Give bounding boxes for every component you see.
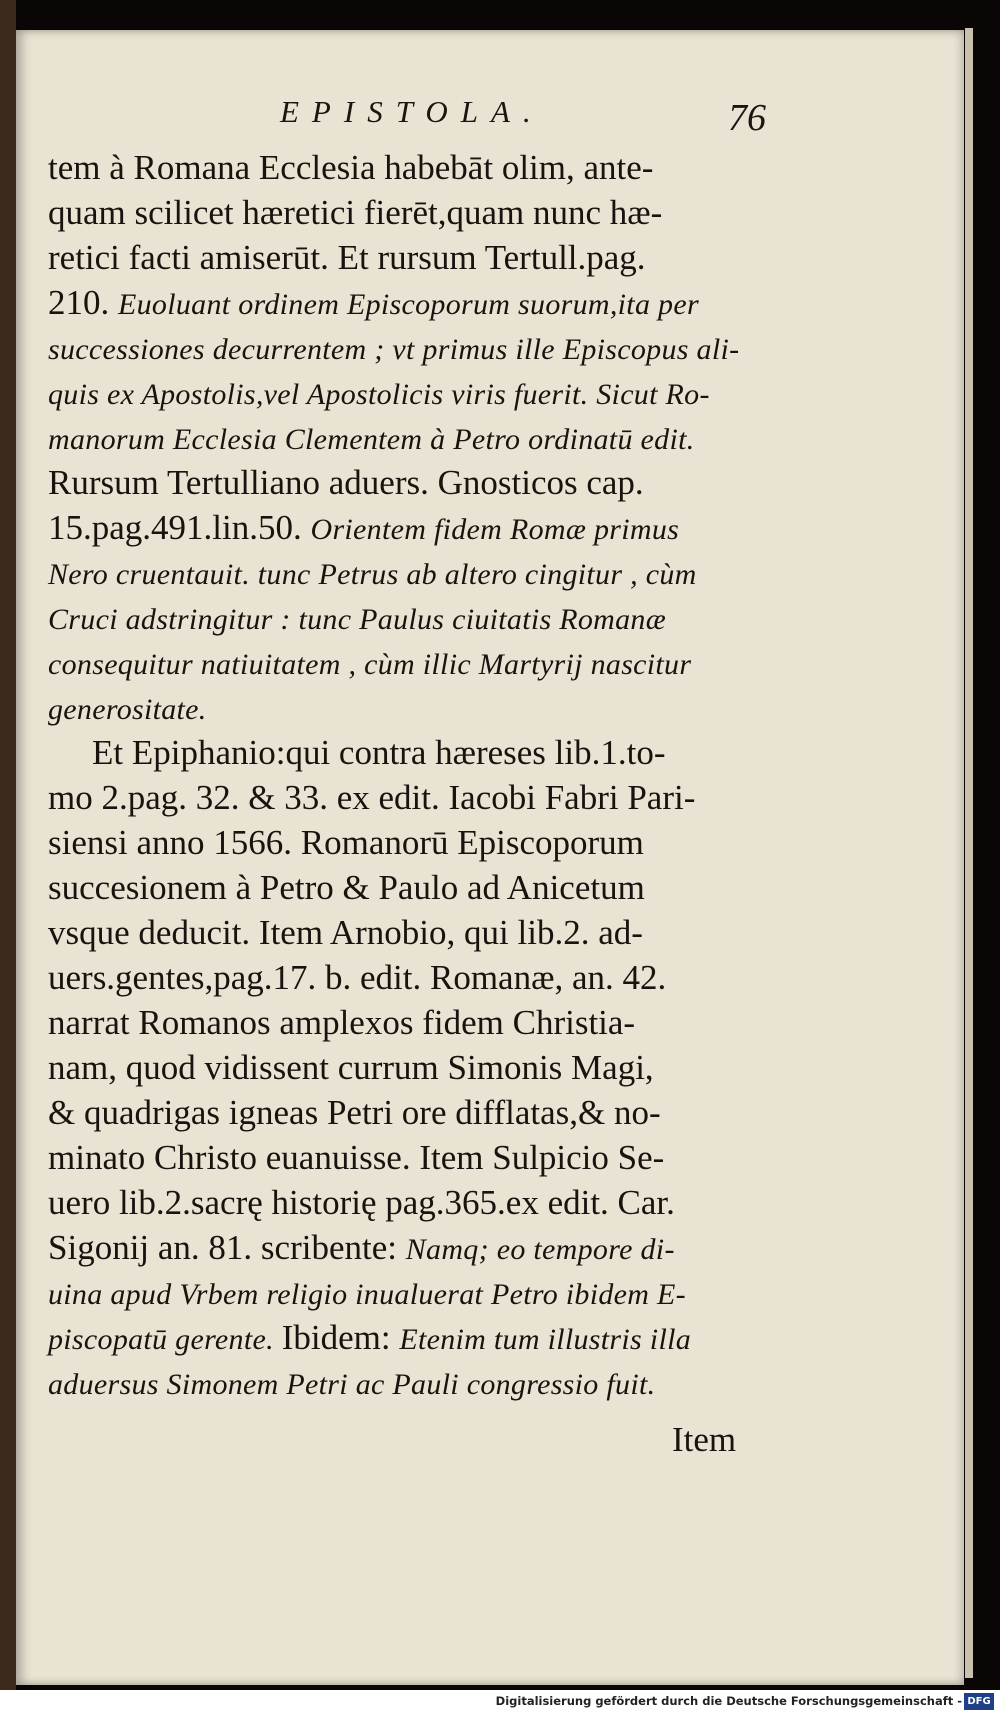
digitization-footer xyxy=(0,1690,1000,1715)
roman-text: nam, quod vidissent currum Simonis Magi, xyxy=(48,1048,654,1087)
text-line xyxy=(48,415,768,460)
italic-quotation: aduersus Simonem Petri ac Pauli congressio fuit. xyxy=(48,1368,656,1401)
roman-text: tem à Romana Ecclesia habebāt olim, ante- xyxy=(48,148,654,187)
page-number: 76 xyxy=(728,97,766,139)
catchword: Item xyxy=(672,1420,737,1459)
roman-text: siensi anno 1566. Romanorū Episcoporum xyxy=(48,823,644,862)
text-line xyxy=(48,820,768,865)
text-line xyxy=(48,1135,768,1180)
roman-text: quam scilicet hæretici fierēt,quam nunc hæ- xyxy=(48,193,663,232)
text-line xyxy=(48,280,768,325)
text-line xyxy=(48,775,768,820)
italic-quotation: manorum Ecclesia Clementem à Petro ordinatū edit. xyxy=(48,423,695,456)
text-line xyxy=(48,1180,768,1225)
text-line xyxy=(48,1225,768,1270)
roman-text: Rursum Tertulliano aduers. Gnosticos cap. xyxy=(48,463,644,502)
roman-text: uers.gentes,pag.17. b. edit. Romanæ, an. 42. xyxy=(48,958,667,997)
text-line xyxy=(48,1000,768,1045)
italic-quotation: quis ex Apostolis,vel Apostolicis viris fuerit. Sicut Ro- xyxy=(48,378,710,411)
roman-text: Et Epiphanio:qui contra hæreses lib.1.to- xyxy=(92,733,666,772)
running-head: EPISTOLA. xyxy=(280,94,544,129)
roman-text: uero lib.2.sacrę historię pag.365.ex edit. Car. xyxy=(48,1183,675,1222)
roman-text: succesionem à Petro & Paulo ad Anicetum xyxy=(48,868,645,907)
italic-quotation: Orientem fidem Romæ primus xyxy=(310,513,680,546)
text-line xyxy=(48,550,768,595)
text-line xyxy=(48,1045,768,1090)
text-line xyxy=(48,460,768,505)
text-line xyxy=(48,325,768,370)
text-line xyxy=(48,1315,768,1360)
italic-quotation: consequitur natiuitatem , cùm illic Martyrij nascitur xyxy=(48,648,692,681)
italic-quotation: Nero cruentauit. tunc Petrus ab altero cingitur , cùm xyxy=(48,558,697,591)
text-line xyxy=(48,640,768,685)
roman-text: 15.pag.491.lin.50. xyxy=(48,508,311,547)
text-line xyxy=(48,1270,768,1315)
roman-text: retici facti amiserūt. Et rursum Tertull.pag. xyxy=(48,238,646,277)
text-line xyxy=(48,505,768,550)
roman-text: Ibidem: xyxy=(281,1318,400,1357)
page-edge xyxy=(965,28,973,1678)
roman-text: vsque deducit. Item Arnobio, qui lib.2. ad- xyxy=(48,913,643,952)
roman-text: mo 2.pag. 32. & 33. ex edit. Iacobi Fabri Pari- xyxy=(48,778,696,817)
text-line xyxy=(48,1360,768,1405)
roman-text: 210. xyxy=(48,283,118,322)
text-line xyxy=(48,235,768,280)
italic-quotation: generositate. xyxy=(48,693,207,726)
text-line xyxy=(48,190,768,235)
text-line xyxy=(48,145,768,190)
italic-quotation: Etenim tum illustris illa xyxy=(399,1323,692,1356)
italic-quotation: Namq; eo tempore di- xyxy=(405,1233,675,1266)
body-text xyxy=(48,145,768,1405)
text-line xyxy=(48,955,768,1000)
text-line xyxy=(48,685,768,730)
roman-text: & quadrigas igneas Petri ore difflatas,& no- xyxy=(48,1093,661,1132)
italic-quotation: Cruci adstringitur : tunc Paulus ciuitatis Romanæ xyxy=(48,603,667,636)
text-line xyxy=(48,865,768,910)
text-line xyxy=(48,370,768,415)
roman-text: narrat Romanos amplexos fidem Christia- xyxy=(48,1003,636,1042)
roman-text: minato Christo euanuisse. Item Sulpicio Se- xyxy=(48,1138,665,1177)
italic-quotation: successiones decurrentem ; vt primus ille Episcopus ali- xyxy=(48,333,740,366)
text-line xyxy=(48,730,768,775)
footer-credit: Digitalisierung gefördert durch die Deutsche Forschungsgemeinschaft - xyxy=(495,1694,962,1708)
dfg-logo: DFG xyxy=(964,1693,994,1710)
roman-text: Sigonij an. 81. scribente: xyxy=(48,1228,406,1267)
text-line xyxy=(48,910,768,955)
italic-quotation: piscopatū gerente. xyxy=(48,1323,282,1356)
text-line xyxy=(48,1090,768,1135)
text-line xyxy=(48,595,768,640)
book-spine xyxy=(0,0,16,1690)
italic-quotation: uina apud Vrbem religio inualuerat Petro ibidem E- xyxy=(48,1278,686,1311)
italic-quotation: Euoluant ordinem Episcoporum suorum,ita per xyxy=(118,288,699,321)
